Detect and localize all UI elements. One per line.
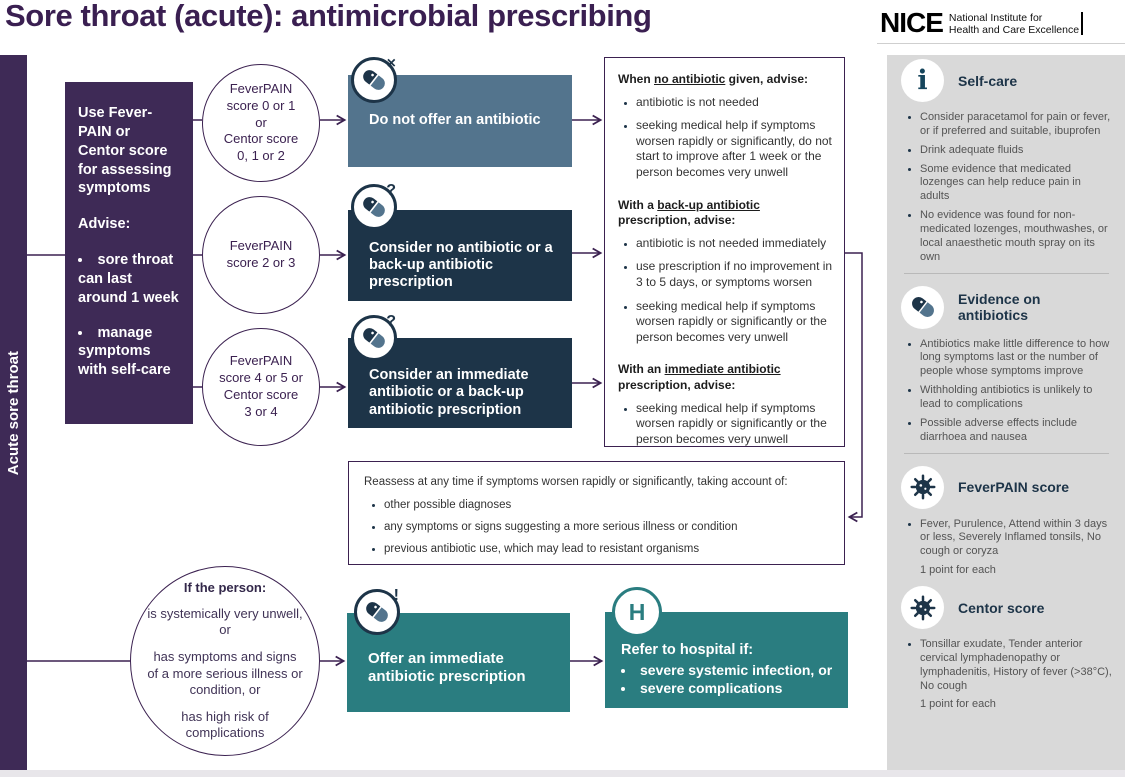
advice-bullet: • seeking medical help if symptoms worsen rapidly or significantly or the person becomes very unwell [636,401,833,448]
sidebar-bullet: • Withholding antibiotics is unlikely to lead to complications [920,384,1112,412]
sidebar-bullet: • Some evidence that medicated lozenges can help reduce pain in adults [920,163,1112,205]
footer-strip [0,770,1125,777]
advice-bullet: • use prescription if no improvement in 3 to 5 days, or symptoms worsen [636,259,833,290]
pill-glyph [359,65,389,95]
sidebar-footnote: 1 point for each [920,564,996,577]
advice-section-backup [618,198,833,346]
referral-circle-item: is systemically very unwell, or [147,605,303,638]
pill-icon [901,286,944,329]
reassess-bullet: • any symptoms or signs suggesting a more serious illness or condition [384,520,834,535]
advice-heading: With a back-up antibiotic prescription, advise: [618,197,760,228]
sidebar-bullet: • Antibiotics make little difference to how long symptoms last or the number of people whose symptoms improve [920,338,1112,380]
sidebar-divider [904,453,1109,454]
advice-bullet: • seeking medical help if symptoms worsen rapidly or significantly or the person becomes very unwell [636,299,833,346]
sidebar-bullet: • No evidence was found for non-medicated lozenges, mouthwashes, or local anaesthetic mouth spray on its own [920,209,1112,264]
hospital-box-title: Refer to hospital if: [621,642,754,658]
hospital-h-icon: H [612,587,662,637]
hospital-bullet: • severe systemic infection, or [621,661,838,680]
assessment-bullets [78,251,180,380]
sidebar-bullet: • Fever, Purulence, Attend within 3 days or less, Severely Inflamed tonsils, No cough or coryza [920,518,1112,560]
sidebar-bullet: • Possible adverse effects include diarrhoea and nausea [920,417,1112,445]
header-rule [877,43,1125,44]
referral-circle-item: has high risk of complications [181,708,269,741]
referral-circle-title: If the person: [183,580,267,595]
action-box-immediate-or-backup: Consider an immediate antibiotic or a back-up antibiotic prescription [348,338,572,428]
pill-glyph [359,192,389,222]
referral-criteria-circle [130,566,320,756]
sidebar-bullet: • Consider paracetamol for pain or fever, or if preferred and suitable, ibuprofen [920,111,1112,139]
pathway-rail-label: Acute sore throat [5,350,22,476]
reassess-bullet: • other possible diagnoses [384,498,834,513]
reassess-intro: Reassess at any time if symptoms worsen rapidly or significantly, taking account of: [364,476,788,488]
advice-section-immediate [618,362,833,447]
nice-logo-tagline: National Institute for Health and Care Excellence [948,12,1080,37]
offer-antibiotic-box: Offer an immediate antibiotic prescription [347,613,570,712]
sidebar-section-evidence-header: Evidence on antibiotics [901,286,1112,329]
sidebar-section-centor-header: Centor score [901,586,1112,629]
sidebar-section-feverpain-header: FeverPAIN score [901,466,1112,509]
sidebar-footnote: 1 point for each [920,698,996,711]
assessment-bullet: • sore throat can last around 1 week [78,251,180,308]
decision-circle-medium-score: FeverPAIN score 2 or 3 [202,196,320,314]
advice-heading: With an immediate antibiotic prescription, advise: [618,362,781,392]
nice-logo-bar [1081,12,1083,35]
sidebar-section-self-care-header: i Self-care [901,59,1112,102]
pill-glyph [362,597,392,627]
action-box-no-antibiotic: Do not offer an antibiotic [348,75,572,167]
advice-section-no-antibiotic [618,72,833,181]
nice-logo [880,9,1083,37]
pill-exclaim-icon: ! [354,589,400,635]
referral-circle-item: has symptoms and signs of a more serious illness or condition, or [147,648,303,698]
assessment-advise-label: Advise: [78,216,131,233]
decision-circle-low-score: FeverPAIN score 0 or 1 or Centor score 0, 1 or 2 [202,64,320,182]
reassess-box [348,461,845,565]
pill-cross-icon: × [351,57,397,103]
sidebar-bullet: • Tonsillar exudate, Tender anterior cervical lymphadenopathy or lymphadenitis, History of fever (>38°C), No cough [920,638,1112,693]
virus-icon [901,466,944,509]
advice-bullet: • antibiotic is not needed [636,95,833,111]
reassess-bullet: • previous antibiotic use, which may lead to resistant organisms [384,542,834,557]
hospital-bullet: • severe complications [621,679,838,698]
action-box-backup-antibiotic: Consider no antibiotic or a back-up antibiotic prescription [348,210,572,301]
assessment-bullet: • manage symptoms with self-care [78,324,180,381]
advice-heading: When no antibiotic given, advise: [618,72,809,86]
assessment-box [65,82,193,424]
pill-glyph [359,323,389,353]
advice-bullet: • antibiotic is not needed immediately [636,236,833,252]
page-title: Sore throat (acute): antimicrobial prescribing [5,0,652,33]
info-icon: i [901,59,944,102]
sidebar-divider [904,273,1109,274]
sidebar-bullet: • Drink adequate fluids [920,144,1112,158]
pill-question-icon: ? [351,184,397,230]
decision-circle-high-score: FeverPAIN score 4 or 5 or Centor score 3 or 4 [202,328,320,446]
advice-box [604,57,845,447]
assessment-para: Use Fever-PAIN or Centor score for assessing symptoms [78,105,172,197]
pill-question-icon: ? [351,315,397,361]
advice-bullet: • seeking medical help if symptoms worsen rapidly or significantly, do not start to improve after 1 week or the person becomes very unwell [636,118,833,180]
virus-icon [901,586,944,629]
info-sidebar [887,55,1125,771]
pathway-rail-acute-sore-throat [0,55,27,771]
nice-logo-acronym: NICE [880,7,943,38]
